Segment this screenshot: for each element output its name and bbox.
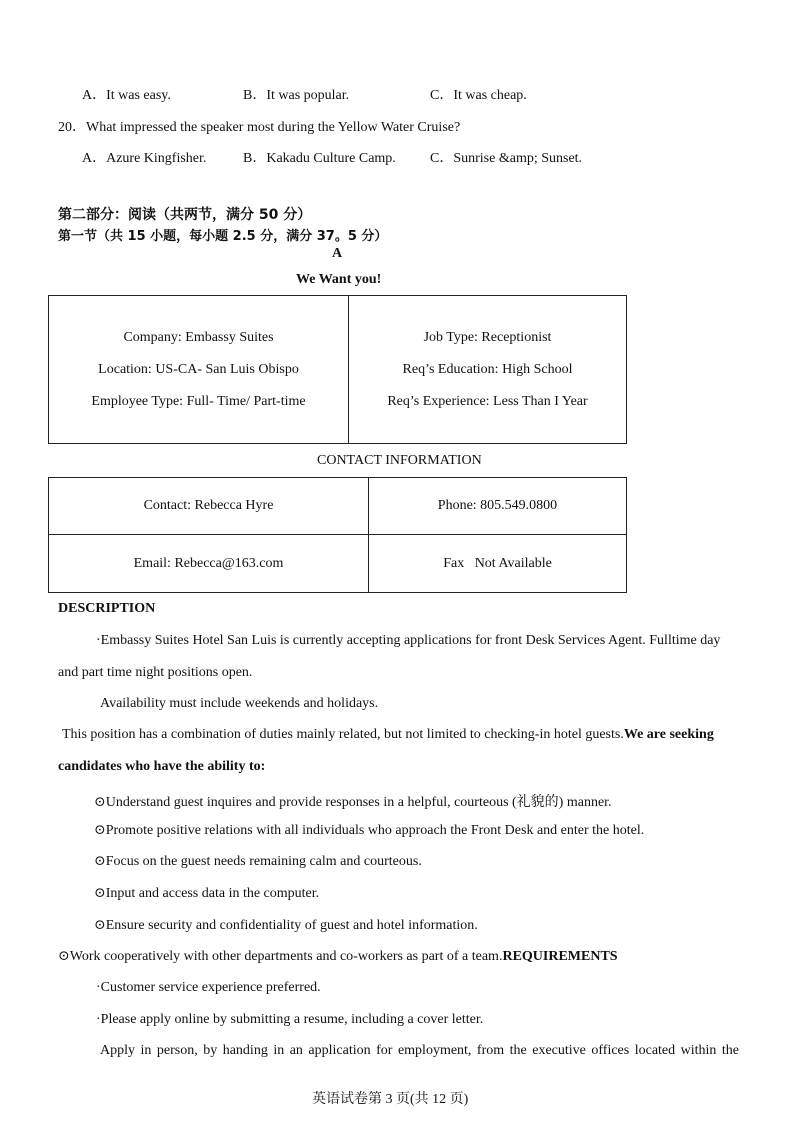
- requirement-3: Apply in person, by handing in an application for employment, from the executive offices located within the: [100, 1043, 740, 1058]
- job-info-table: [48, 295, 627, 444]
- location-line: Location: US-CA- San Luis Obispo: [98, 361, 299, 377]
- requirement-2: ·Please apply online by submitting a resume, including a cover letter.: [96, 1012, 484, 1027]
- description-p3-line2: candidates who have the ability to:: [58, 759, 266, 774]
- description-p1-line2: and part time night positions open.: [58, 665, 253, 680]
- ability-bullet-3: ⊙Focus on the guest needs remaining calm and courteous.: [94, 854, 422, 869]
- phone-cell: Phone: 805.549.0800: [369, 478, 627, 535]
- company-line: Company: Embassy Suites: [123, 329, 274, 345]
- section-subtitle: 第一节（共 15 小题，每小题 2.5 分，满分 37。5 分）: [58, 229, 388, 244]
- description-heading: DESCRIPTION: [58, 601, 156, 616]
- q20-stem: 20．What impressed the speaker most during the Yellow Water Cruise?: [58, 120, 461, 135]
- passage-letter: A: [332, 246, 343, 261]
- description-p3-line1: [62, 727, 714, 743]
- ability-bullet-4: ⊙Input and access data in the computer.: [94, 886, 320, 901]
- ability-bullet-5: ⊙Ensure security and confidentiality of guest and hotel information.: [94, 918, 478, 933]
- experience-line: Req’s Experience: Less Than I Year: [387, 393, 588, 409]
- job-type-line: Job Type: Receptionist: [423, 329, 552, 345]
- email-cell: Email: Rebecca@163.com: [49, 535, 369, 593]
- requirement-1: ·Customer service experience preferred.: [96, 980, 321, 995]
- contact-person-cell: Contact: Rebecca Hyre: [49, 478, 369, 535]
- q19-option-a: A．It was easy.: [82, 88, 171, 103]
- ability-bullet-2: ⊙Promote positive relations with all individuals who approach the Front Desk and enter the hotel.: [94, 823, 645, 838]
- job-info-right-cell: [349, 296, 627, 444]
- page-footer: 英语试卷第 3 页(共 12 页): [312, 1092, 469, 1107]
- part-title: 第二部分：阅读（共两节，满分 50 分）: [58, 207, 312, 223]
- seeking-text: We are seeking: [623, 727, 714, 742]
- fax-cell: Fax Not Available: [369, 535, 627, 593]
- education-line: Req’s Education: High School: [402, 361, 573, 377]
- ability-bullet-6-line: [58, 948, 618, 965]
- description-p1-line1: ·Embassy Suites Hotel San Luis is currently accepting applications for front Desk Services Agent. Fulltime day: [96, 633, 721, 648]
- contact-table: [48, 477, 627, 593]
- q19-option-c: C．It was cheap.: [430, 88, 527, 103]
- requirements-heading: REQUIREMENTS: [502, 949, 618, 964]
- q19-option-b: B．It was popular.: [243, 88, 350, 103]
- q20-option-a: A．Azure Kingfisher.: [82, 151, 207, 166]
- description-p2: Availability must include weekends and holidays.: [100, 696, 379, 711]
- job-info-left-cell: [49, 296, 349, 444]
- ability-bullet-1: ⊙Understand guest inquires and provide responses in a helpful, courteous (礼貌的) manner.: [94, 795, 612, 810]
- q20-option-c: C．Sunrise &amp; Sunset.: [430, 151, 583, 166]
- ability-bullet-6: ⊙Work cooperatively with other departments and co-workers as part of a team.: [58, 949, 503, 964]
- q20-option-b: B．Kakadu Culture Camp.: [243, 151, 396, 166]
- ad-title: We Want you!: [296, 272, 382, 287]
- duties-text: This position has a combination of duties mainly related, but not limited to checking-in hotel guests.: [62, 727, 624, 742]
- contact-heading: CONTACT INFORMATION: [317, 453, 482, 468]
- employee-type-line: Employee Type: Full- Time/ Part-time: [91, 393, 306, 409]
